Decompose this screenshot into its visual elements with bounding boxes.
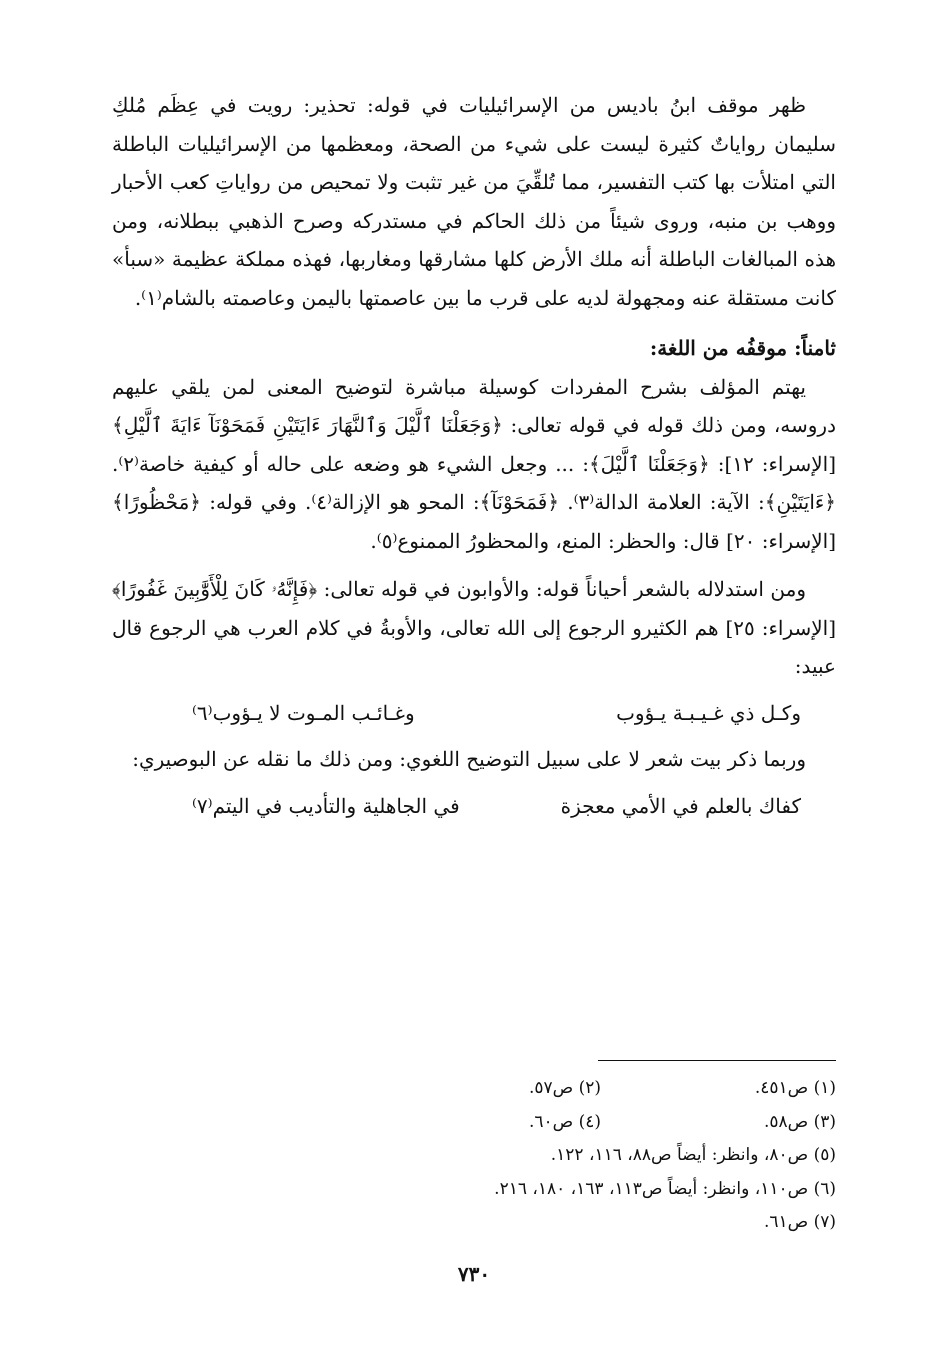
footnote-6: (٦) ص١١٠، وانظر: أيضاً ص١١٣، ١٦٣، ١٨٠، ٢١٦.: [494, 1178, 836, 1199]
footnote-row: [112, 1106, 836, 1140]
footnote-row: [112, 1139, 836, 1173]
footnote-5: (٥) ص٨٠، وانظر: أيضاً ص٨٨، ١١٦، ١٢٢.: [550, 1145, 836, 1165]
main-text: [112, 86, 836, 833]
paragraph-israiliyyat: ظهر موقف ابنُ باديس من الإسرائيليات في قوله: تحذير: رويت في عِظَم مُلكِ سليمان رواياتٌ كثيرة ليست على شيء من الصحة، ومعظمها من الإسرائيليات الباطلة التي امتلأت بها كتب التفسير، مما تُلقِّيَ من غير تثبت ولا تمحيص من رواياتِ كعب الأحبار ووهب بن منبه، وروى شيئاً من ذلك الحاكم في مستدركه وصرح الذهبي ببطلانه، ومن هذه المبالغات الباطلة أنه ملك الأرض كلها مشارقها ومغاربها، فهذه مملكة عظيمة «سبأ» كانت مستقلة عنه ومجهولة لديه على قرب ما بين عاصمتها باليمن وعاصمته بالشام⁽١⁾.: [112, 93, 836, 310]
verse-second-hemistich: وغـائـب المـوت لا يـؤوب⁽٦⁾: [192, 700, 415, 725]
footnote-row: [112, 1173, 836, 1207]
verse-second-hemistich: في الجاهلية والتأديب في اليتم⁽٧⁾: [192, 793, 460, 818]
verse-first-hemistich: كفاك بالعلم في الأمي معجزة: [560, 793, 801, 818]
footnote-7: (٧) ص٦١.: [763, 1212, 836, 1232]
paragraph-poetry: ومن استدلاله بالشعر أحياناً قوله: والأوابون في قوله تعالى: ﴿فَإِنَّهُۥ كَانَ لِلْأَوَّٰبِينَ غَفُورًا﴾ [الإسراء: ٢٥] هم الكثيرو الرجوع إلى الله تعالى، والأوبةُ في كلام العرب هي الرجوع قال عبيد:: [112, 577, 837, 678]
poetry-verse-busiri: [112, 787, 836, 826]
footnote-3: (٣) ص٥٨.: [763, 1111, 836, 1132]
footnotes: [112, 1072, 836, 1240]
footnote-row: [112, 1206, 836, 1240]
verse-first-hemistich: وكـل ذي غـيـبـة يـؤوب: [616, 700, 801, 725]
section-heading: ثامناً: موقفُه من اللغة:: [649, 336, 836, 360]
paragraph-busiri: وربما ذكر بيت شعر لا على سبيل التوضيح اللغوي: ومن ذلك ما نقله عن البوصيري:: [132, 747, 806, 771]
footnote-row: [112, 1072, 836, 1106]
footnote-2: (٢) ص٥٧.: [528, 1078, 601, 1098]
paragraph-vocabulary: يهتم المؤلف بشرح المفردات كوسيلة مباشرة لتوضيح المعنى لمن يلقي عليهم دروسه، ومن ذلك قوله في قوله تعالى: ﴿وَجَعَلْنَا ٱلَّيْلَ وَٱلنَّهَارَ ءَايَتَيْنِ فَمَحَوْنَآ ءَايَةَ ٱلَّيْلِ﴾ [الإسراء: ١٢]: ﴿وَجَعَلْنَا ٱلَّيْلَ﴾: ... وجعل الشيء هو وضعه على حاله أو كيفية خاصة⁽٢⁾. ﴿ءَايَتَيْنِ﴾: الآية: العلامة الدالة⁽٣⁾. ﴿فَمَحَوْنَآ﴾: المحو هو الإزالة⁽٤⁾. وفي قوله: ﴿مَحْظُورًا﴾ [الإسراء: ٢٠] قال: والحظر: المنع، والمحظورُ الممنوع⁽٥⁾.: [112, 374, 837, 553]
poetry-verse-ubaid: [112, 694, 836, 733]
footnote-1: (١) ص٤٥١.: [754, 1078, 836, 1098]
page-number: ٧٣٠: [457, 1262, 491, 1286]
footnote-divider: [598, 1060, 836, 1061]
footnote-4: (٤) ص٦٠.: [528, 1111, 601, 1132]
